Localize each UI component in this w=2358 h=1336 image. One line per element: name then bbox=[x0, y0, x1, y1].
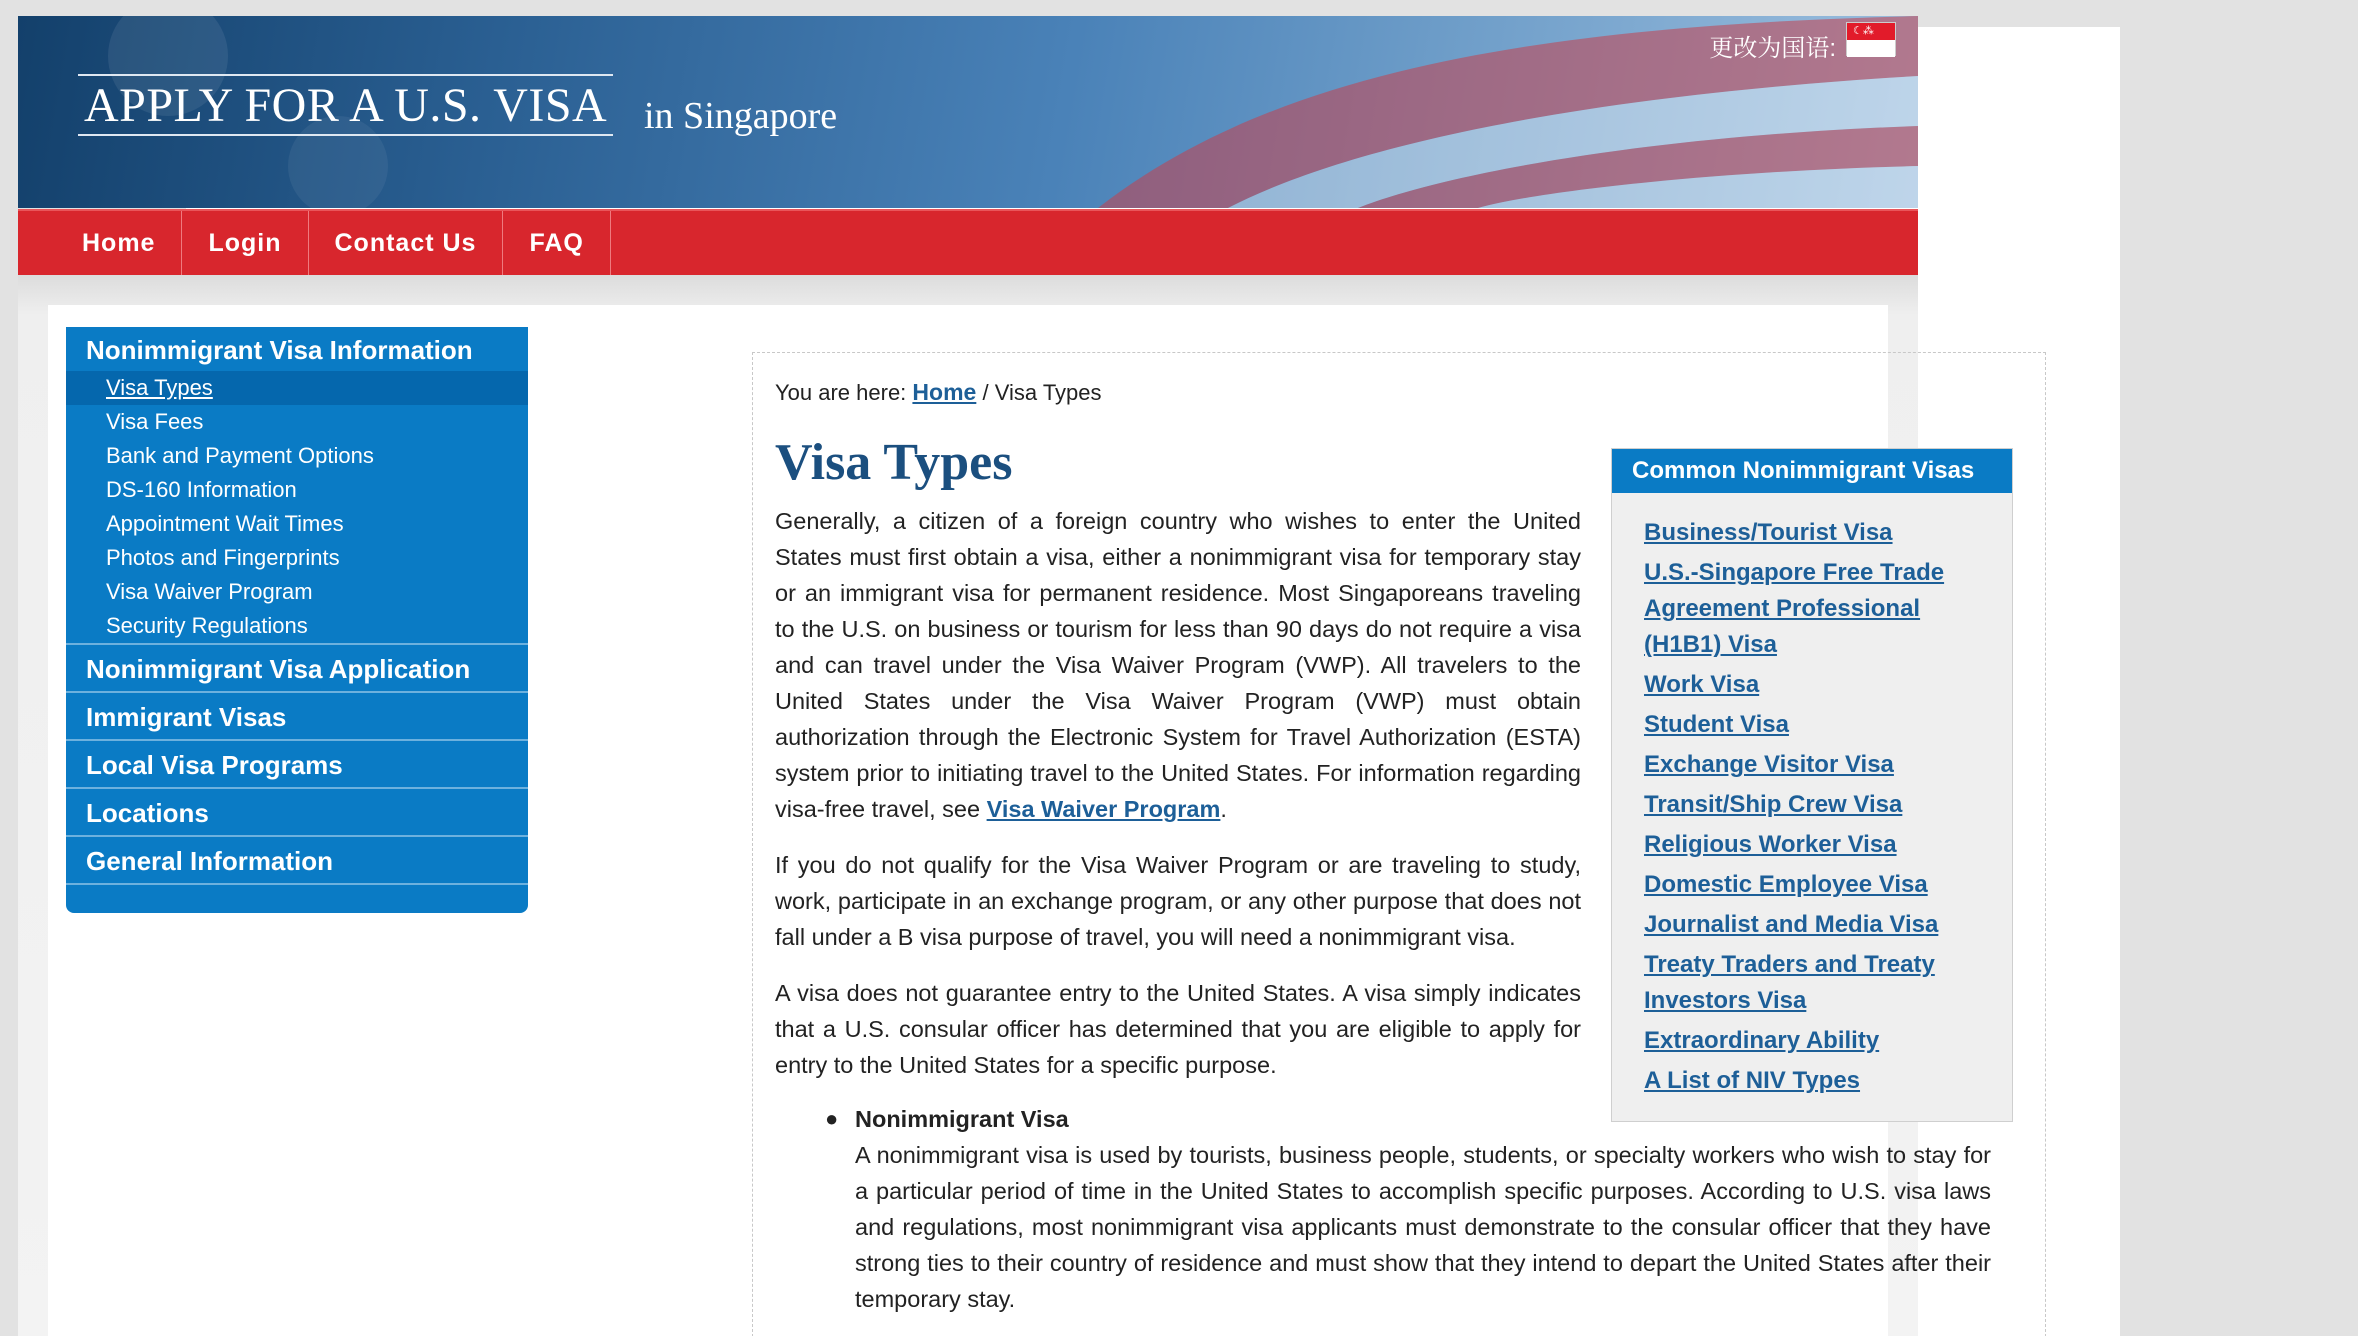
link-business-tourist-visa[interactable]: Business/Tourist Visa bbox=[1644, 519, 1893, 546]
link-h1b1-visa[interactable]: U.S.-Singapore Free Trade Agreement Professional (H1B1) Visa bbox=[1644, 559, 1945, 658]
list-item bbox=[1644, 787, 2012, 823]
common-visas-box bbox=[1611, 448, 2013, 1122]
list-item bbox=[1644, 867, 2012, 903]
breadcrumb-current: Visa Types bbox=[994, 380, 1102, 405]
sidebar-section-nonimmigrant-application[interactable]: Nonimmigrant Visa Application bbox=[86, 654, 471, 684]
breadcrumb-prefix: You are here: bbox=[775, 380, 907, 405]
common-visas-list bbox=[1612, 493, 2012, 1099]
list-item bbox=[1644, 1063, 2012, 1099]
site-title[interactable]: APPLY FOR A U.S. VISA bbox=[78, 74, 613, 136]
sidebar-item-ds160[interactable]: DS-160 Information bbox=[106, 477, 297, 502]
nav-home[interactable]: Home bbox=[18, 211, 182, 275]
sidebar-section-nonimmigrant-info[interactable]: Nonimmigrant Visa Information bbox=[86, 335, 473, 365]
sidebar-item-visa-waiver[interactable]: Visa Waiver Program bbox=[106, 579, 313, 604]
list-item bbox=[1644, 947, 1964, 1019]
sidebar-item-wait-times[interactable]: Appointment Wait Times bbox=[106, 511, 344, 536]
sidebar-item-photos[interactable]: Photos and Fingerprints bbox=[106, 545, 340, 570]
sidebar-section-general-info[interactable]: General Information bbox=[86, 846, 334, 876]
bullet-icon: ● bbox=[825, 1106, 839, 1131]
nav-contact-us[interactable]: Contact Us bbox=[309, 211, 504, 275]
nonimmigrant-need-paragraph: If you do not qualify for the Visa Waiver Program or are traveling to study, work, participate in an exchange program, or any other purpose that does not fall under a B visa purpose of travel, you will need a nonimmigrant visa. bbox=[775, 852, 1581, 950]
breadcrumb-separator: / bbox=[982, 380, 989, 405]
breadcrumb-home-link[interactable]: Home bbox=[912, 379, 977, 405]
link-transit-crew-visa[interactable]: Transit/Ship Crew Visa bbox=[1644, 791, 1903, 818]
link-student-visa[interactable]: Student Visa bbox=[1644, 711, 1789, 738]
sidebar-item-visa-fees[interactable]: Visa Fees bbox=[106, 409, 204, 434]
sidebar-menu bbox=[66, 327, 528, 913]
page-title: Visa Types bbox=[775, 434, 1013, 491]
sidebar-item-security[interactable]: Security Regulations bbox=[106, 613, 308, 638]
language-switch-link[interactable]: 更改为国语: bbox=[1709, 35, 1836, 62]
list-item bbox=[1644, 747, 2012, 783]
link-domestic-employee-visa[interactable]: Domestic Employee Visa bbox=[1644, 871, 1928, 898]
list-item bbox=[1644, 515, 2012, 551]
visa-waiver-program-link[interactable]: Visa Waiver Program bbox=[986, 796, 1221, 822]
site-subtitle: in Singapore bbox=[644, 95, 838, 137]
sidebar-section-local-programs[interactable]: Local Visa Programs bbox=[86, 750, 343, 780]
header-banner bbox=[18, 16, 1918, 208]
common-visas-title: Common Nonimmigrant Visas bbox=[1612, 449, 2012, 493]
list-item bbox=[1644, 1023, 2012, 1059]
link-treaty-traders-visa[interactable]: Treaty Traders and Treaty Investors Visa bbox=[1644, 951, 1935, 1014]
link-extraordinary-ability[interactable]: Extraordinary Ability bbox=[1644, 1027, 1880, 1054]
bullet-title: Nonimmigrant Visa bbox=[855, 1106, 1069, 1132]
list-item bbox=[1644, 827, 2012, 863]
list-item bbox=[1644, 707, 2012, 743]
nav-faq[interactable]: FAQ bbox=[503, 211, 610, 275]
main-nav bbox=[18, 209, 1918, 275]
link-list-niv-types[interactable]: A List of NIV Types bbox=[1644, 1067, 1861, 1094]
sidebar-section-locations[interactable]: Locations bbox=[86, 798, 209, 828]
link-exchange-visitor-visa[interactable]: Exchange Visitor Visa bbox=[1644, 751, 1894, 778]
list-item bbox=[1644, 907, 2012, 943]
sidebar-section-immigrant-visas[interactable]: Immigrant Visas bbox=[86, 702, 287, 732]
list-item bbox=[1644, 667, 2012, 703]
intro-paragraph: Generally, a citizen of a foreign country who wishes to enter the United States must first obtain a visa, either a nonimmigrant visa for temporary stay or an immigrant visa for permanent residence. Most Singaporeans traveling to the U.S. on business or tourism for less than 90 days do not require a visa and can travel under the Visa Waiver Program (VWP). All travelers to the United States under the Visa Waiver Program (VWP) must obtain authorization through the Electronic System for Travel Authorization (ESTA) system prior to initiating travel to the United States. For information regarding visa-free travel, see Visa Waiver Program. bbox=[775, 508, 1581, 822]
sidebar-item-visa-types[interactable]: Visa Types bbox=[66, 371, 528, 405]
breadcrumb bbox=[775, 379, 1102, 406]
sidebar-item-bank-payment[interactable]: Bank and Payment Options bbox=[106, 443, 374, 468]
nav-login[interactable]: Login bbox=[182, 211, 308, 275]
bullet-text: A nonimmigrant visa is used by tourists, business people, students, or specialty workers who wish to stay for a particular period of time in the United States to accomplish specific purposes. According to U.S. visa laws and regulations, most nonimmigrant visa applicants must demonstrate to the consular officer that they have strong ties to their country of residence and must show that they intend to depart the United States after their temporary stay. bbox=[855, 1142, 1991, 1312]
link-journalist-media-visa[interactable]: Journalist and Media Visa bbox=[1644, 911, 1939, 938]
singapore-flag-icon[interactable]: ☾⁂ bbox=[1846, 22, 1896, 56]
list-item bbox=[1644, 555, 1964, 663]
visa-entry-paragraph: A visa does not guarantee entry to the United States. A visa simply indicates that a U.S. consular officer has determined that you are eligible to apply for entry to the United States for a specific purpose. bbox=[775, 980, 1581, 1078]
link-work-visa[interactable]: Work Visa bbox=[1644, 671, 1760, 698]
link-religious-worker-visa[interactable]: Religious Worker Visa bbox=[1644, 831, 1897, 858]
